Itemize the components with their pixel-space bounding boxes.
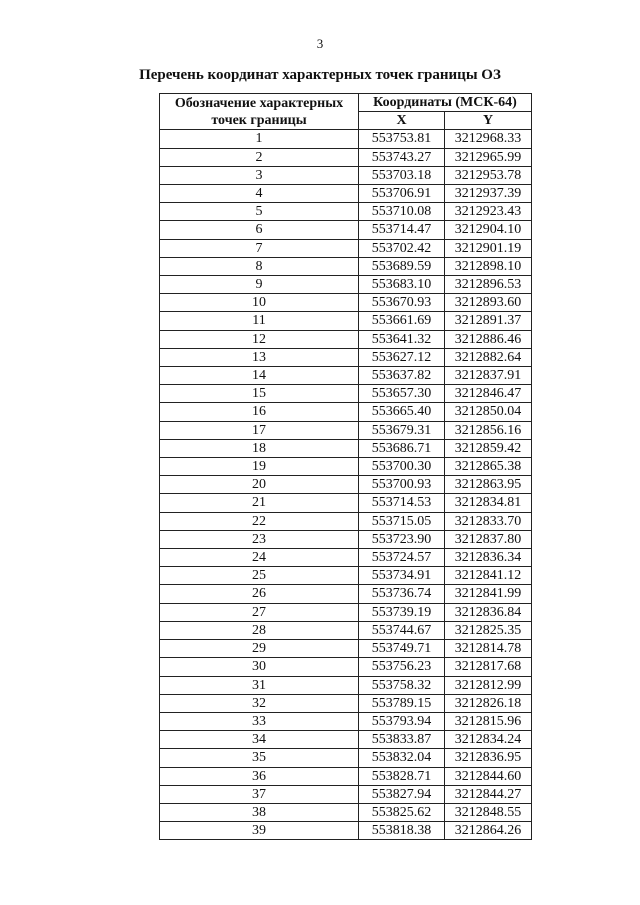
point-number-cell: 13 (160, 348, 359, 366)
table-row (160, 803, 532, 821)
x-coordinate-cell: 553686.71 (359, 439, 445, 457)
table-row (160, 549, 532, 567)
table-row (160, 494, 532, 512)
point-number-cell: 5 (160, 203, 359, 221)
x-coordinate-cell: 553715.05 (359, 512, 445, 530)
point-number-cell: 7 (160, 239, 359, 257)
x-coordinate-cell: 553703.18 (359, 166, 445, 184)
table-row (160, 148, 532, 166)
x-coordinate-cell: 553758.32 (359, 676, 445, 694)
y-coordinate-cell: 3212846.47 (445, 385, 532, 403)
x-coordinate-cell: 553641.32 (359, 330, 445, 348)
y-coordinate-cell: 3212841.12 (445, 567, 532, 585)
x-coordinate-cell: 553702.42 (359, 239, 445, 257)
table-row (160, 785, 532, 803)
table-row (160, 676, 532, 694)
point-number-cell: 15 (160, 385, 359, 403)
table-row (160, 512, 532, 530)
y-coordinate-cell: 3212833.70 (445, 512, 532, 530)
table-row (160, 367, 532, 385)
point-number-cell: 18 (160, 439, 359, 457)
table-row (160, 203, 532, 221)
x-coordinate-cell: 553825.62 (359, 803, 445, 821)
table-row (160, 348, 532, 366)
point-number-cell: 39 (160, 822, 359, 840)
point-number-cell: 34 (160, 731, 359, 749)
x-coordinate-cell: 553832.04 (359, 749, 445, 767)
x-coordinate-cell: 553661.69 (359, 312, 445, 330)
table-row (160, 603, 532, 621)
y-coordinate-cell: 3212837.80 (445, 530, 532, 548)
x-coordinate-cell: 553756.23 (359, 658, 445, 676)
y-coordinate-cell: 3212901.19 (445, 239, 532, 257)
point-number-cell: 19 (160, 458, 359, 476)
point-number-cell: 4 (160, 185, 359, 203)
point-number-cell: 28 (160, 621, 359, 639)
x-coordinate-cell: 553734.91 (359, 567, 445, 585)
coordinates-table (159, 93, 532, 840)
point-number-cell: 27 (160, 603, 359, 621)
x-coordinate-cell: 553665.40 (359, 403, 445, 421)
point-number-cell: 35 (160, 749, 359, 767)
x-coordinate-cell: 553743.27 (359, 148, 445, 166)
document-title: Перечень координат характерных точек границы ОЗ (139, 67, 501, 83)
x-coordinate-cell: 553627.12 (359, 348, 445, 366)
y-coordinate-cell: 3212812.99 (445, 676, 532, 694)
x-coordinate-cell: 553706.91 (359, 185, 445, 203)
y-coordinate-cell: 3212893.60 (445, 294, 532, 312)
header-y: Y (445, 112, 532, 130)
table-row (160, 221, 532, 239)
y-coordinate-cell: 3212923.43 (445, 203, 532, 221)
header-coordinates: Координаты (МСК-64) (359, 94, 532, 112)
y-coordinate-cell: 3212836.84 (445, 603, 532, 621)
y-coordinate-cell: 3212968.33 (445, 130, 532, 148)
x-coordinate-cell: 553679.31 (359, 421, 445, 439)
table-row (160, 439, 532, 457)
y-coordinate-cell: 3212848.55 (445, 803, 532, 821)
table-row (160, 749, 532, 767)
x-coordinate-cell: 553700.30 (359, 458, 445, 476)
header-point-designation (160, 94, 359, 130)
y-coordinate-cell: 3212841.99 (445, 585, 532, 603)
point-number-cell: 36 (160, 767, 359, 785)
y-coordinate-cell: 3212882.64 (445, 348, 532, 366)
point-number-cell: 3 (160, 166, 359, 184)
x-coordinate-cell: 553723.90 (359, 530, 445, 548)
y-coordinate-cell: 3212815.96 (445, 712, 532, 730)
y-coordinate-cell: 3212953.78 (445, 166, 532, 184)
x-coordinate-cell: 553739.19 (359, 603, 445, 621)
y-coordinate-cell: 3212837.91 (445, 367, 532, 385)
y-coordinate-cell: 3212834.81 (445, 494, 532, 512)
point-number-cell: 11 (160, 312, 359, 330)
table-row (160, 330, 532, 348)
x-coordinate-cell: 553833.87 (359, 731, 445, 749)
x-coordinate-cell: 553744.67 (359, 621, 445, 639)
point-number-cell: 14 (160, 367, 359, 385)
y-coordinate-cell: 3212859.42 (445, 439, 532, 457)
table-row (160, 166, 532, 184)
header-point-designation-line1: Обозначение характерных (174, 95, 344, 111)
x-coordinate-cell: 553749.71 (359, 640, 445, 658)
x-coordinate-cell: 553753.81 (359, 130, 445, 148)
table-row (160, 822, 532, 840)
y-coordinate-cell: 3212836.95 (445, 749, 532, 767)
table-row (160, 640, 532, 658)
x-coordinate-cell: 553689.59 (359, 257, 445, 275)
x-coordinate-cell: 553714.47 (359, 221, 445, 239)
point-number-cell: 38 (160, 803, 359, 821)
point-number-cell: 9 (160, 276, 359, 294)
table-row (160, 731, 532, 749)
point-number-cell: 10 (160, 294, 359, 312)
x-coordinate-cell: 553827.94 (359, 785, 445, 803)
y-coordinate-cell: 3212886.46 (445, 330, 532, 348)
table-body (160, 130, 532, 840)
table-row (160, 130, 532, 148)
table-row (160, 458, 532, 476)
point-number-cell: 8 (160, 257, 359, 275)
table-row (160, 694, 532, 712)
x-coordinate-cell: 553736.74 (359, 585, 445, 603)
table-row (160, 385, 532, 403)
x-coordinate-cell: 553828.71 (359, 767, 445, 785)
y-coordinate-cell: 3212965.99 (445, 148, 532, 166)
page-number: 3 (316, 36, 324, 51)
point-number-cell: 20 (160, 476, 359, 494)
y-coordinate-cell: 3212856.16 (445, 421, 532, 439)
table-row (160, 767, 532, 785)
y-coordinate-cell: 3212904.10 (445, 221, 532, 239)
y-coordinate-cell: 3212844.60 (445, 767, 532, 785)
table-header (160, 94, 532, 130)
point-number-cell: 22 (160, 512, 359, 530)
x-coordinate-cell: 553793.94 (359, 712, 445, 730)
table-row (160, 567, 532, 585)
point-number-cell: 30 (160, 658, 359, 676)
x-coordinate-cell: 553714.53 (359, 494, 445, 512)
y-coordinate-cell: 3212864.26 (445, 822, 532, 840)
point-number-cell: 26 (160, 585, 359, 603)
x-coordinate-cell: 553683.10 (359, 276, 445, 294)
point-number-cell: 23 (160, 530, 359, 548)
point-number-cell: 2 (160, 148, 359, 166)
y-coordinate-cell: 3212817.68 (445, 658, 532, 676)
x-coordinate-cell: 553670.93 (359, 294, 445, 312)
header-x: X (359, 112, 445, 130)
y-coordinate-cell: 3212937.39 (445, 185, 532, 203)
point-number-cell: 21 (160, 494, 359, 512)
table-row (160, 312, 532, 330)
table-row (160, 658, 532, 676)
table-row (160, 185, 532, 203)
y-coordinate-cell: 3212834.24 (445, 731, 532, 749)
point-number-cell: 12 (160, 330, 359, 348)
point-number-cell: 29 (160, 640, 359, 658)
table-row (160, 294, 532, 312)
y-coordinate-cell: 3212814.78 (445, 640, 532, 658)
x-coordinate-cell: 553818.38 (359, 822, 445, 840)
y-coordinate-cell: 3212898.10 (445, 257, 532, 275)
y-coordinate-cell: 3212836.34 (445, 549, 532, 567)
table-row (160, 403, 532, 421)
table-row (160, 712, 532, 730)
point-number-cell: 37 (160, 785, 359, 803)
point-number-cell: 1 (160, 130, 359, 148)
table-row (160, 239, 532, 257)
point-number-cell: 25 (160, 567, 359, 585)
y-coordinate-cell: 3212865.38 (445, 458, 532, 476)
x-coordinate-cell: 553710.08 (359, 203, 445, 221)
x-coordinate-cell: 553724.57 (359, 549, 445, 567)
point-number-cell: 17 (160, 421, 359, 439)
table-row (160, 585, 532, 603)
y-coordinate-cell: 3212850.04 (445, 403, 532, 421)
table-row (160, 530, 532, 548)
x-coordinate-cell: 553700.93 (359, 476, 445, 494)
y-coordinate-cell: 3212825.35 (445, 621, 532, 639)
point-number-cell: 33 (160, 712, 359, 730)
table-row (160, 621, 532, 639)
y-coordinate-cell: 3212844.27 (445, 785, 532, 803)
y-coordinate-cell: 3212891.37 (445, 312, 532, 330)
point-number-cell: 16 (160, 403, 359, 421)
point-number-cell: 32 (160, 694, 359, 712)
y-coordinate-cell: 3212826.18 (445, 694, 532, 712)
point-number-cell: 6 (160, 221, 359, 239)
y-coordinate-cell: 3212896.53 (445, 276, 532, 294)
table-row (160, 476, 532, 494)
table-row (160, 276, 532, 294)
table-row (160, 257, 532, 275)
y-coordinate-cell: 3212863.95 (445, 476, 532, 494)
point-number-cell: 24 (160, 549, 359, 567)
x-coordinate-cell: 553637.82 (359, 367, 445, 385)
x-coordinate-cell: 553657.30 (359, 385, 445, 403)
x-coordinate-cell: 553789.15 (359, 694, 445, 712)
header-point-designation-line2: точек границы (211, 112, 307, 128)
table-row (160, 421, 532, 439)
point-number-cell: 31 (160, 676, 359, 694)
